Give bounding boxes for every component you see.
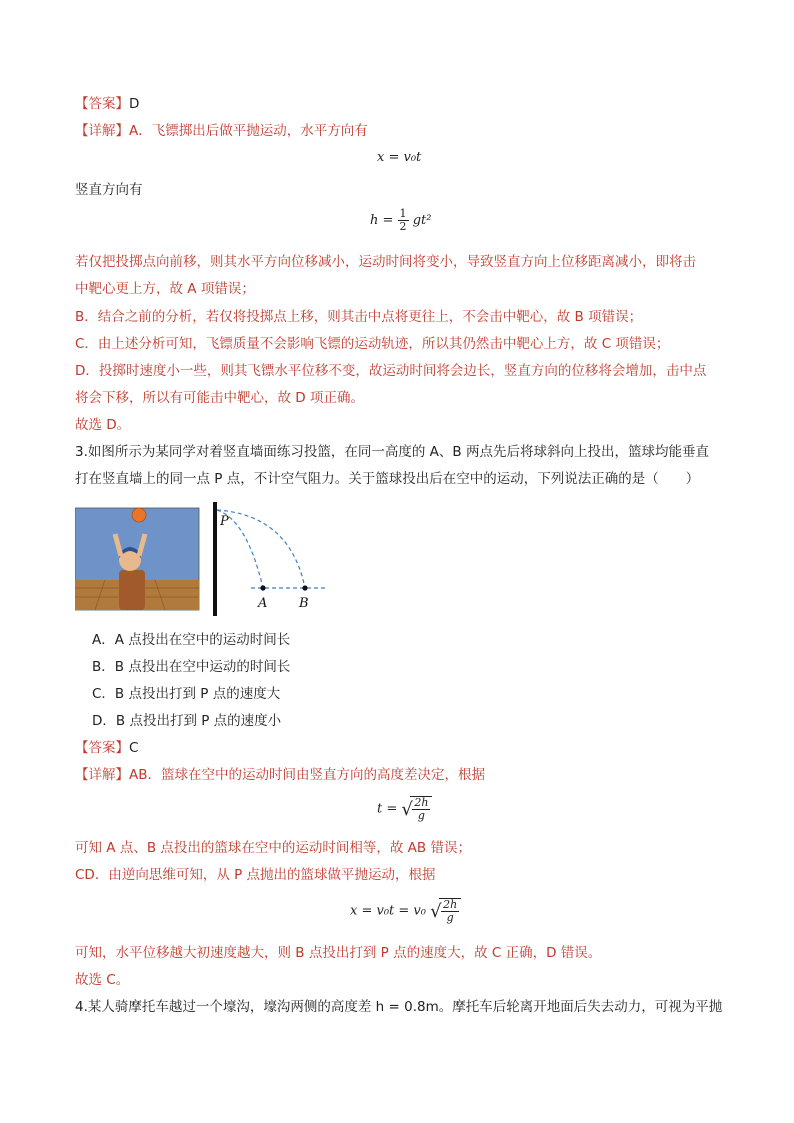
- answer-value: D: [129, 96, 140, 112]
- detail-cd: CD．由逆向思维可知，从 P 点抛出的篮球做平抛运动，根据: [75, 867, 436, 883]
- detail-line-q3: [75, 765, 485, 785]
- conclude-ab: 可知 A 点、B 点投出的篮球在空中的运动时间相等，故 AB 错误；: [75, 840, 471, 856]
- point-b: [302, 585, 307, 590]
- frac-num: 1: [399, 207, 407, 220]
- option-a[interactable]: A．A 点投出在空中的运动时间长: [92, 632, 291, 648]
- conclusion-q2: 故选 D。: [75, 417, 131, 433]
- para-c: C．由上述分析可知，飞镖质量不会影响飞镖的运动轨迹，所以其仍然击中靶心上方，故 C 项错误；: [75, 336, 670, 352]
- para-d-2: 将会下移，所以有可能击中靶心，故 D 项正确。: [75, 390, 364, 406]
- formula2-left: h =: [370, 213, 394, 228]
- conclusion-q3: 故选 C。: [75, 972, 130, 988]
- trajectory-b: [217, 510, 305, 588]
- formula2-right: gt²: [412, 213, 432, 228]
- frac-den: g: [446, 911, 454, 924]
- frac-den: 2: [399, 220, 407, 233]
- detail-tag: 【详解】: [75, 767, 129, 783]
- q3-stem-1: 3.如图所示为某同学对着竖直墙面练习投篮，在同一高度的 A、B 两点先后将球斜向上投出，篮球均能垂直: [75, 444, 709, 460]
- frac-num: 2h: [414, 796, 429, 809]
- detail-line-q2: [75, 121, 368, 141]
- conclude-cd: 可知，水平位移越大初速度越大，则 B 点投出打到 P 点的速度大，故 C 正确，D 错误。: [75, 945, 602, 961]
- formula4-left: x = v₀t = v₀: [350, 903, 426, 919]
- fraction: [412, 797, 430, 822]
- basketball-icon: [132, 508, 146, 522]
- label-b: B: [299, 596, 309, 611]
- point-a: [260, 585, 265, 590]
- detail-intro: A．飞镖掷出后做平抛运动，水平方向有: [129, 123, 368, 139]
- detail-ab: AB．篮球在空中的运动时间由竖直方向的高度差决定，根据: [129, 767, 485, 783]
- formula-time: [377, 796, 432, 822]
- fraction: [398, 208, 409, 233]
- answer-tag: 【答案】: [75, 96, 129, 112]
- formula-vertical: [370, 208, 431, 233]
- label-a: A: [258, 596, 268, 611]
- option-c[interactable]: C．B 点投出打到 P 点的速度大: [92, 686, 281, 702]
- answer-line-q2: [75, 94, 139, 114]
- option-b[interactable]: B．B 点投出在空中运动的时间长: [92, 659, 291, 675]
- para-b: B．结合之前的分析，若仅将投掷点上移，则其击中点将更往上，不会击中靶心，故 B 项错误；: [75, 309, 643, 325]
- q3-stem-2: 打在竖直墙上的同一点 P 点，不计空气阻力。关于篮球投出后在空中的运动，下列说法正确的是（ ）: [75, 471, 700, 487]
- answer-tag: 【答案】: [75, 740, 129, 756]
- answer-line-q3: [75, 738, 138, 758]
- detail-tag: 【详解】: [75, 123, 129, 139]
- formula3-left: t =: [377, 801, 398, 817]
- sqrt: √ $\frac{2h}{g}$: [430, 898, 461, 924]
- q4-stem-1: 4.某人骑摩托车越过一个壕沟，壕沟两侧的高度差 h = 0.8m。摩托车后轮离开地面后失去动力，可视为平抛: [75, 999, 723, 1015]
- frac-num: 2h: [443, 898, 458, 911]
- formula-displacement: [350, 898, 461, 924]
- option-d[interactable]: D．B 点投出打到 P 点的速度小: [92, 713, 282, 729]
- para-d-1: D．投掷时速度小一些，则其飞镖水平位移不变，故运动时间将会边长，竖直方向的位移将会增加，击中点: [75, 363, 707, 379]
- label-p: P: [220, 514, 229, 529]
- frac-den: g: [417, 809, 425, 822]
- formula-horizontal: x = v₀t: [377, 150, 422, 165]
- answer-value: C: [129, 740, 139, 756]
- basketball-figure: [75, 500, 335, 620]
- fraction: [441, 899, 459, 924]
- para-a-1: 若仅把投掷点向前移，则其水平方向位移减小，运动时间将变小，导致竖直方向上位移距离减小，即将击: [75, 254, 696, 270]
- vertical-text: 竖直方向有: [75, 182, 143, 198]
- sqrt: √ $\frac{2h}{g}$: [401, 796, 432, 822]
- para-a-2: 中靶心更上方，故 A 项错误；: [75, 281, 255, 297]
